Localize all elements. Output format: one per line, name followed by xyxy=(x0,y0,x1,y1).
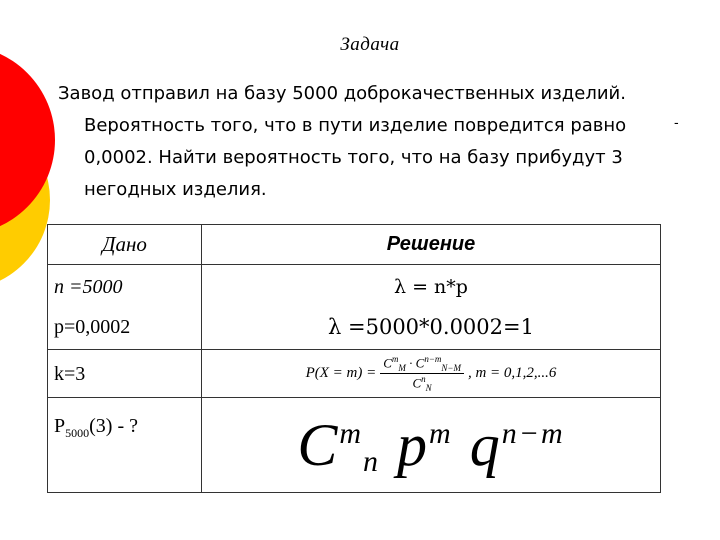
problem-line: 0,0002. Найти вероятность того, что на базу прибудут 3 xyxy=(84,147,623,168)
bernoulli-formula: $C^m_n$ $p^m$ $q^{n-m}$ xyxy=(297,412,565,478)
hyper-denominator: $C^n_N$ xyxy=(412,374,432,393)
dano-header: Дано xyxy=(102,232,147,256)
problem-line: Завод отправил на базу 5000 доброкачественных изделий. xyxy=(58,83,626,104)
given-np-cell xyxy=(48,265,202,350)
page-title: Задача xyxy=(340,34,400,55)
lambda-cell xyxy=(202,265,661,350)
dano-header-cell xyxy=(48,225,202,265)
lambda-formula: λ = n*p xyxy=(394,276,468,298)
given-p: p=0,0002 xyxy=(54,316,131,338)
given-k-cell xyxy=(48,350,202,398)
solution-table xyxy=(47,224,661,493)
hypergeometric-cell xyxy=(202,350,661,398)
problem-line: негодных изделия. xyxy=(84,179,267,200)
bernoulli-cell xyxy=(202,398,661,493)
trailing-mark: - xyxy=(674,114,679,130)
hyper-numerator: $C^m_M \cdot C^{n-m}_{N-M}$ xyxy=(380,354,464,374)
hyper-tail: , m = 0,1,2,...6 xyxy=(467,365,557,381)
hypergeometric-formula xyxy=(208,350,654,397)
hyper-lhs: P(X = m) = xyxy=(305,365,377,381)
hyper-fraction xyxy=(380,354,464,393)
problem-statement xyxy=(58,78,678,206)
given-k: k=3 xyxy=(54,362,86,385)
lambda-value: λ =5000*0.0002=1 xyxy=(328,315,534,339)
given-n: n =5000 xyxy=(54,276,123,298)
reshenie-header: Решение xyxy=(386,233,476,255)
problem-line: Вероятность того, что в пути изделие повредится равно xyxy=(84,115,627,136)
reshenie-header-cell xyxy=(202,225,661,265)
given-question: $P_{5000}(3)$ - ? xyxy=(54,415,138,440)
given-question-cell xyxy=(48,398,202,493)
